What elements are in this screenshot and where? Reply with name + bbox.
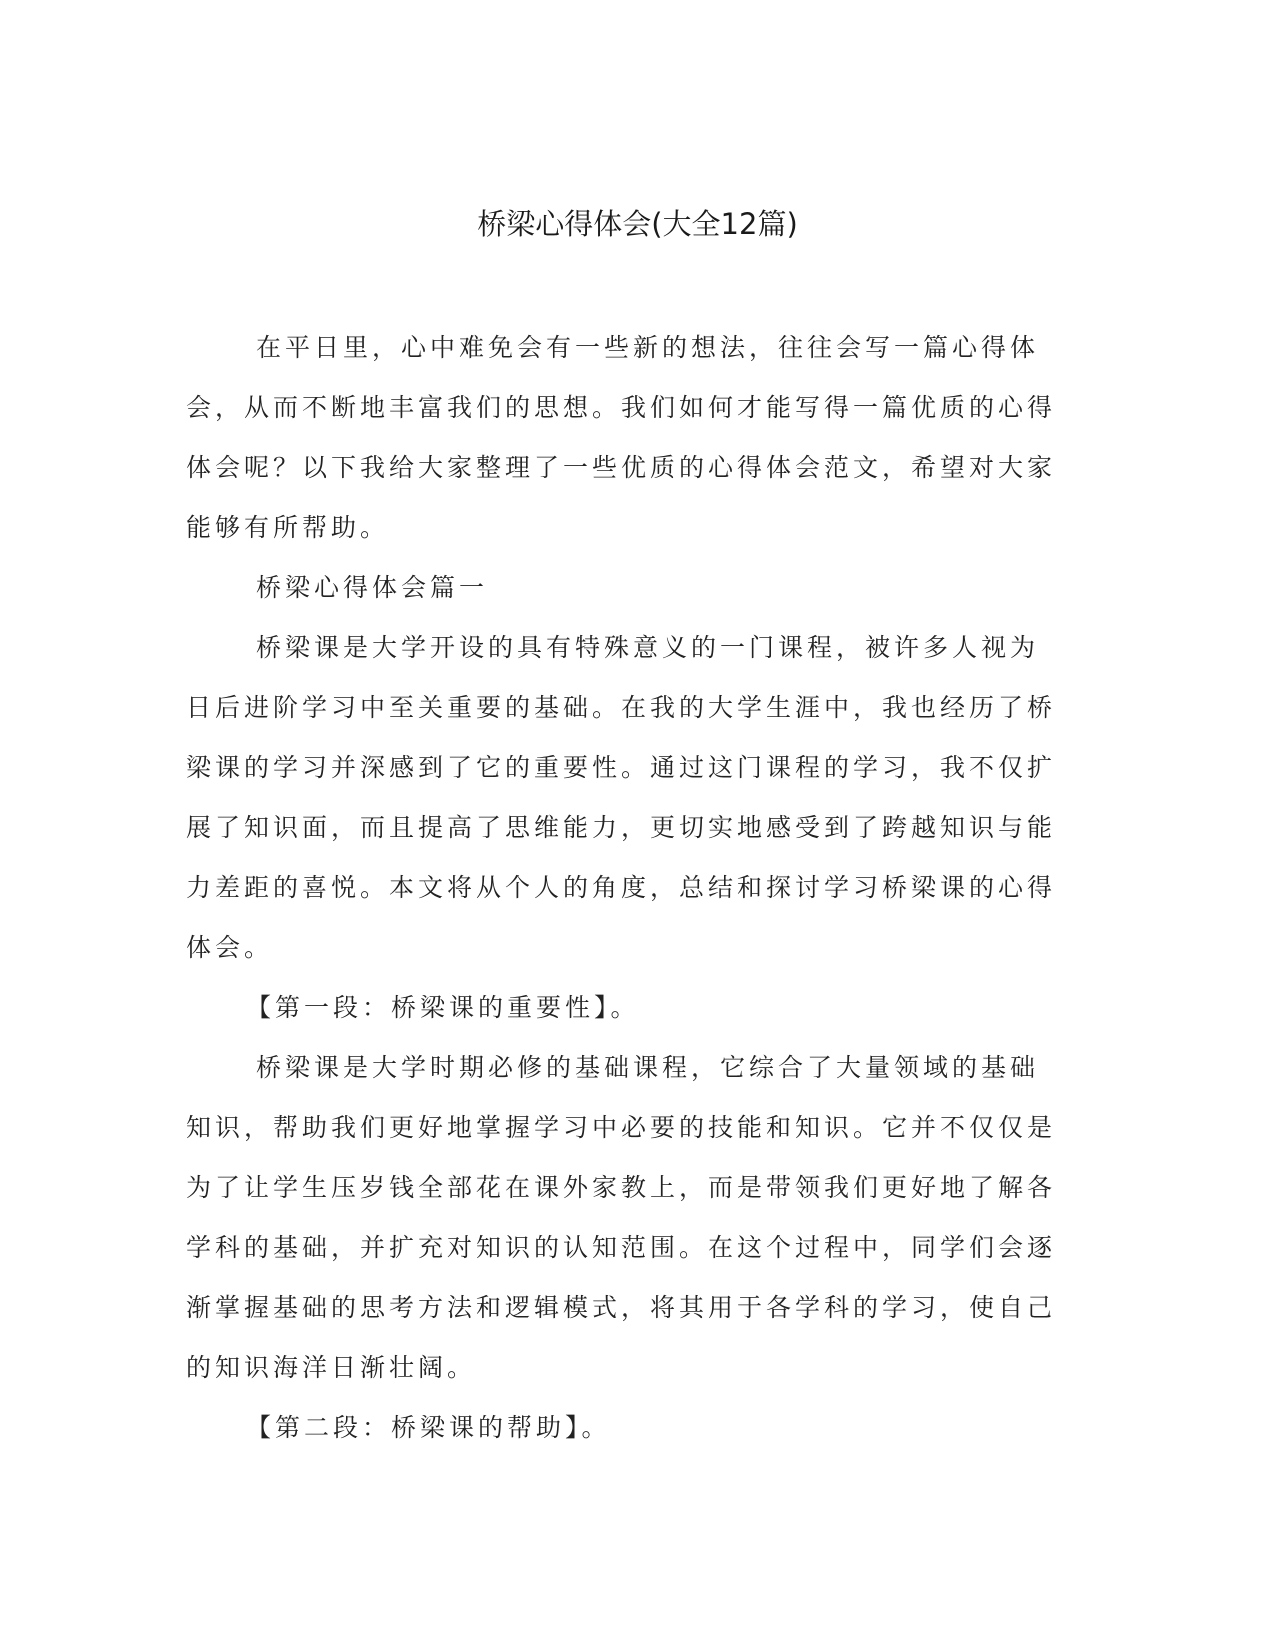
body-paragraph-1: 桥梁课是大学开设的具有特殊意义的一门课程，被许多人视为日后进阶学习中至关重要的基础。在我的大学生涯中，我也经历了桥梁课的学习并深感到了它的重要性。通过这门课程的学习，我不仅扩展了知识面，而且提高了思维能力，更切实地感受到了跨越知识与能力差距的喜悦。本文将从个人的角度，总结和探讨学习桥梁课的心得体会。 bbox=[186, 633, 1057, 962]
segment-heading-1: 【第一段：桥梁课的重要性】。 bbox=[246, 993, 640, 1022]
body-paragraph-2: 桥梁课是大学时期必修的基础课程，它综合了大量领域的基础知识，帮助我们更好地掌握学习中必要的技能和知识。它并不仅仅是为了让学生压岁钱全部花在课外家教上，而是带领我们更好地了解各学科的基础，并扩充对知识的认知范围。在这个过程中，同学们会逐渐掌握基础的思考方法和逻辑模式，将其用于各学科的学习，使自己的知识海洋日渐壮阔。 bbox=[186, 1053, 1057, 1382]
segment-heading-2: 【第二段：桥梁课的帮助】。 bbox=[246, 1413, 611, 1442]
section-heading-1: 桥梁心得体会篇一 bbox=[256, 573, 489, 602]
document-title: 桥梁心得体会(大全12篇) bbox=[477, 207, 798, 241]
document-body bbox=[186, 318, 1066, 1458]
intro-paragraph: 在平日里，心中难免会有一些新的想法，往往会写一篇心得体会，从而不断地丰富我们的思想。我们如何才能写得一篇优质的心得体会呢？以下我给大家整理了一些优质的心得体会范文，希望对大家能够有所帮助。 bbox=[186, 333, 1057, 542]
